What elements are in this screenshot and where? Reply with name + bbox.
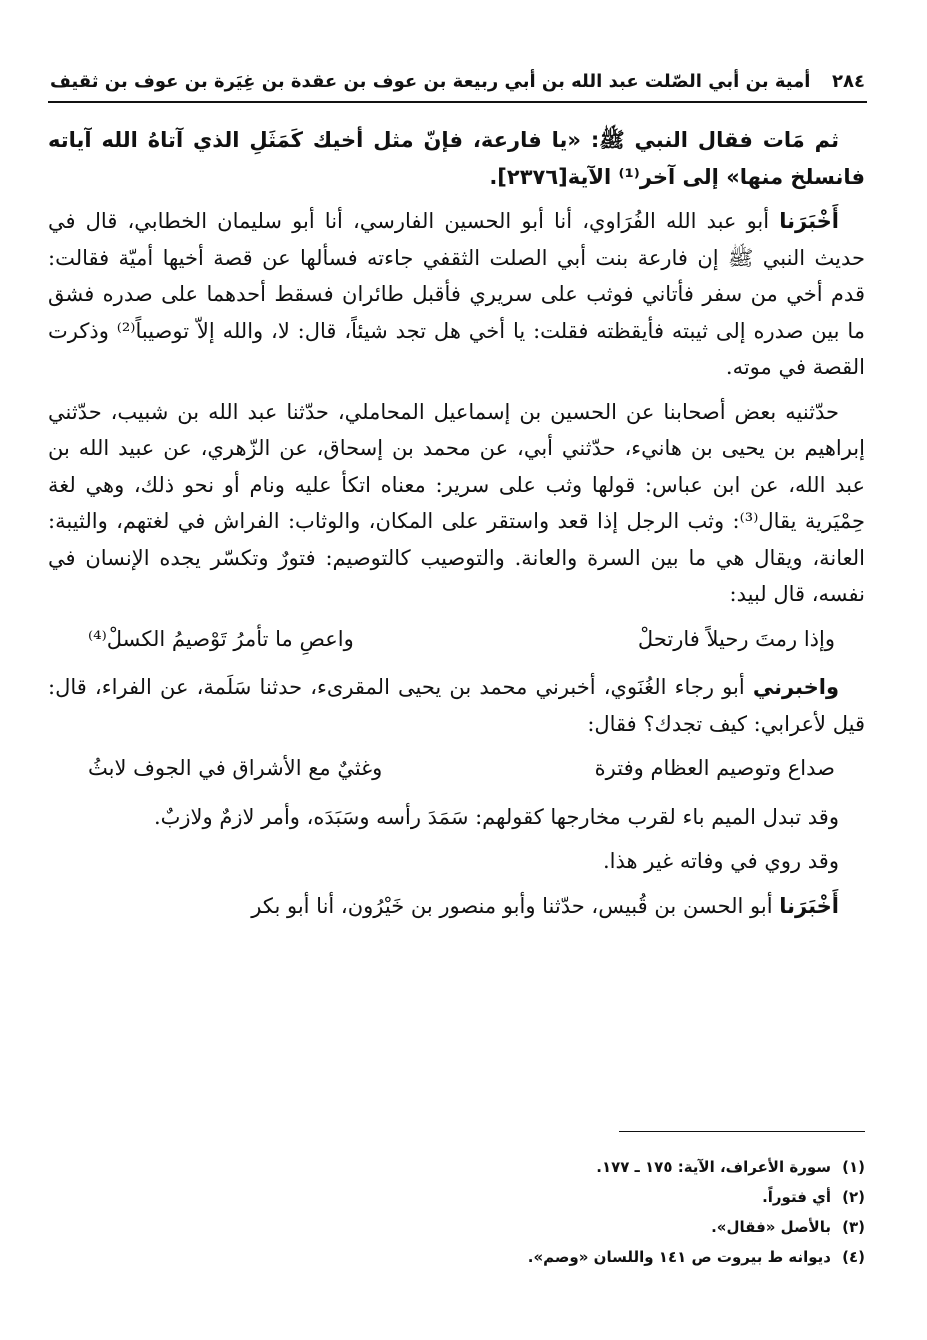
footnote-3 (48, 1212, 865, 1242)
paragraph-6-text: وقد روي في وفاته غير هذا. (602, 849, 839, 873)
footnote-text: ديوانه ط بيروت ص ١٤١ واللسان «وصم». (527, 1248, 831, 1266)
paragraph-5-text: وقد تبدل الميم باء لقرب مخارجها كقولهم: سَمَدَ رأسه وسَبَدَه، وأمر لازمٌ ولازبٌ. (153, 804, 839, 829)
paragraph-2-keyword: أَخْبَرَنا (779, 209, 839, 233)
paragraph-5 (48, 799, 865, 836)
paragraph-2 (48, 203, 865, 386)
verse-1-second-hemistich: واعصِ ما تأمرُ تَوْصيمُ الكسلْ⁽⁴⁾ (88, 626, 354, 651)
footnote-2 (48, 1182, 865, 1212)
footnote-number: (١) (842, 1158, 865, 1176)
verse-2 (48, 750, 865, 787)
main-text (48, 122, 865, 932)
paragraph-4-keyword: واخبرني (752, 675, 839, 699)
paragraph-1-text: ثم مَات فقال النبي ﷺ: «يا فارعة، فإنّ مثل أخيك كَمَثَلِ الذي آتاهُ الله آياته فانسلخ منها» إلى آخر⁽¹⁾ الآية[٢٣٧٦]. (48, 128, 865, 189)
verse-1 (48, 621, 865, 658)
footnote-number: (٤) (842, 1248, 865, 1266)
paragraph-3-text: حدّثنيه بعض أصحابنا عن الحسين بن إسماعيل المحاملي، حدّثنا عبد الله بن شبيب، حدّثني إبراهيم بن يحيى بن هانيء، حدّثني أبي، عن محمد بن إسحاق، عن الزّهري، عن عبيد الله بن عبد الله، عن ابن عباس: قولها وثب على سرير: معناه اتكأ عليه ونام أو نحو ذلك، وهي لغة حِمْيَرية يقال⁽³⁾: وثب الرجل إذا قعد واستقر على المكان، والوثاب: الفراش في لغتهم، والثيبة: العانة، ويقال هي ما بين السرة والعانة. والتوصيب كالتوصيم: فتورٌ وتكسّر يجده الإنسان في نفسه، قال لبيد: (48, 399, 865, 606)
paragraph-7-keyword: أَخْبَرَنا (779, 893, 839, 918)
paragraph-7-text: أبو الحسن بن قُبيس، حدّثنا وأبو منصور بن خَيْرُون، أنا أبو بكر (251, 893, 780, 918)
footnote-rule (619, 1131, 865, 1132)
paragraph-2-text: أبو عبد الله الفُرَاوي، أنا أبو الحسين الفارسي، أنا أبو سليمان الخطابي، قال في حديث النبي ﷺ إن فارعة بنت أبي الصلت الثقفي جاءته فسألها عن قصة أخيها أميّة فقالت: قدم أخي من سفر فأتاني فوثب على سريري فأقبل طائران فسقط أحدهما على صدره فشق ما بين صدره إلى ثيبته فأيقظته فقلت: يا أخي هل تجد شيئاً، قال: لا، والله إلاّ توصيباً⁽²⁾ وذكرت القصة في موته. (48, 209, 865, 379)
footnotes (48, 1152, 865, 1272)
paragraph-4 (48, 669, 865, 742)
paragraph-3 (48, 394, 865, 613)
paragraph-6 (48, 843, 865, 880)
verse-1-first-hemistich: وإذا رمتَ رحيلاً فارتحلْ (637, 626, 835, 651)
footnote-text: بالأصل «فقال». (711, 1218, 831, 1236)
footnote-text: سورة الأعراف، الآية: ١٧٥ ـ ١٧٧. (596, 1158, 831, 1176)
footnote-text: أي فتوراً. (762, 1188, 831, 1206)
verse-2-second-hemistich: وغثيٌ مع الأشراق في الجوف لابثُ (88, 756, 383, 780)
footnote-1 (48, 1152, 865, 1182)
footnote-number: (٣) (842, 1218, 865, 1236)
running-header (50, 62, 865, 100)
footnote-4 (48, 1242, 865, 1272)
footnote-number: (٢) (842, 1188, 865, 1206)
page-number: ٢٨٤ (832, 70, 865, 92)
paragraph-7 (48, 888, 865, 925)
header-rule (48, 101, 867, 103)
paragraph-4-text: أبو رجاء الغُنَوي، أخبرني محمد بن يحيى المقرىء، حدثنا سَلَمة، عن الفراء، قال: قيل لأعرابي: كيف تجدك؟ فقال: (48, 675, 865, 736)
paragraph-1 (48, 122, 865, 195)
running-title: أمية بن أبي الصّلت عبد الله بن أبي ربيعة بن عوف بن عقدة بن غِيَرة بن عوف بن ثقيف (50, 70, 811, 92)
verse-2-first-hemistich: صداع وتوصيم العظام وفترة (594, 756, 835, 780)
